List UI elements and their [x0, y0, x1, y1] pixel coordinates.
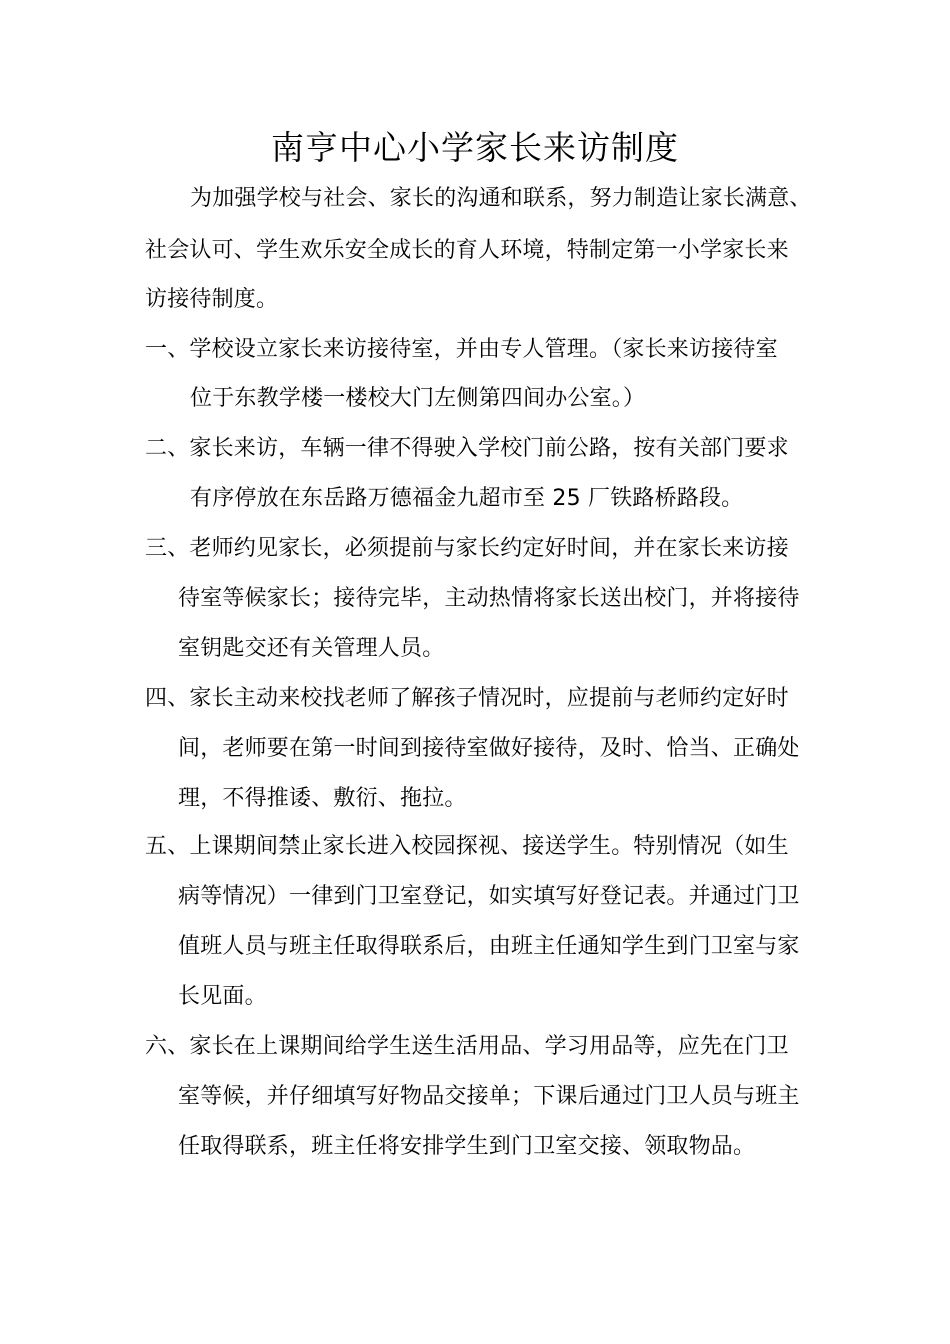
- rule-line: 一、学校设立家长来访接待室，并由专人管理。（家长来访接待室: [145, 337, 778, 362]
- rule-line: 室钥匙交还有关管理人员。: [178, 636, 445, 661]
- rule-line: 六、家长在上课期间给学生送生活用品、学习用品等，应先在门卫: [145, 1034, 789, 1059]
- rule-line: 病等情况）一律到门卫室登记，如实填写好登记表。并通过门卫: [178, 884, 800, 909]
- rule-line: 理，不得推诿、敷衍、拖拉。: [178, 786, 467, 811]
- intro-line: 社会认可、学生欢乐安全成长的育人环境，特制定第一小学家长来: [145, 238, 789, 263]
- rule-line: 任取得联系，班主任将安排学生到门卫室交接、领取物品。: [178, 1134, 756, 1159]
- rule-line: 室等候，并仔细填写好物品交接单；下课后通过门卫人员与班主: [178, 1084, 800, 1109]
- intro-line: 为加强学校与社会、家长的沟通和联系，努力制造让家长满意、: [190, 186, 812, 211]
- rule-line: 间，老师要在第一时间到接待室做好接待，及时、恰当、正确处: [178, 736, 800, 761]
- rule-line: 位于东教学楼一楼校大门左侧第四间办公室。）: [190, 386, 646, 411]
- rule-line: 待室等候家长；接待完毕，主动热情将家长送出校门，并将接待: [178, 586, 800, 611]
- intro-line: 访接待制度。: [145, 287, 279, 312]
- rule-line: 值班人员与班主任取得联系后，由班主任通知学生到门卫室与家: [178, 934, 800, 959]
- document-title: 南亨中心小学家长来访制度: [271, 128, 679, 167]
- rule-line: 五、上课期间禁止家长进入校园探视、接送学生。特别情况（如生: [145, 834, 789, 859]
- rule-line: 长见面。: [178, 984, 267, 1009]
- rule-line: 有序停放在东岳路万德福金九超市至 25 厂铁路桥路段。: [190, 486, 744, 511]
- rule-line: 四、家长主动来校找老师了解孩子情况时，应提前与老师约定好时: [145, 686, 789, 711]
- rule-line: 二、家长来访，车辆一律不得驶入学校门前公路，按有关部门要求: [145, 436, 789, 461]
- rule-line: 三、老师约见家长，必须提前与家长约定好时间，并在家长来访接: [145, 536, 789, 561]
